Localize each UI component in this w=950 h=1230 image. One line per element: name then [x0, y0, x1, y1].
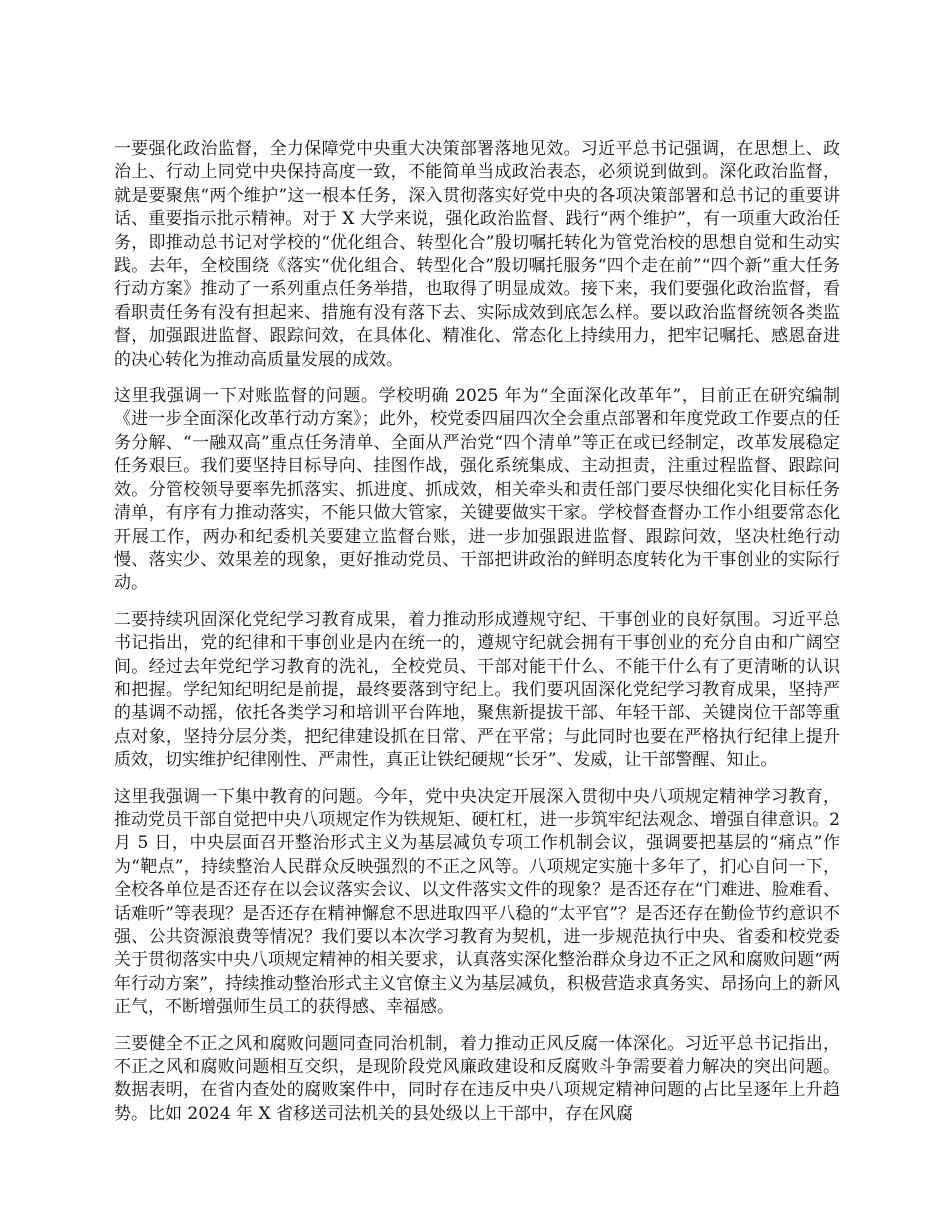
document-body: [114, 138, 840, 1139]
paragraph-reconciliation-supervision: 这里我强调一下对账监督的问题。学校明确 2025 年为“全面深化改革年”，目前正在研究编制《进一步全面深化改革行动方案》；此外，校党委四届四次全会重点部署和年度党政工作要点的任务分解、“一融双高”重点任务清单、全面从严治党“四个清单”等正在或已经制定，改革发展稳定任务艰巨。我们要坚持目标导向、挂图作战，强化系统集成、主动担责，注重过程监督、跟踪问效。分管校领导要率先抓落实、抓进度、抓成效，相关牵头和责任部门要尽快细化实化目标任务清单，有序有力推动落实，不能只做大管家，关键要做实干家。学校督查督办工作小组要常态化开展工作，两办和纪委机关要建立监督台账，进一步加强跟进监督、跟踪问效，坚决杜绝行动慢、落实少、效果差的现象，更好推动党员、干部把讲政治的鲜明态度转化为干事创业的实际行动。: [114, 386, 840, 594]
paragraph-political-supervision: 一要强化政治监督，全力保障党中央重大决策部署落地见效。习近平总书记强调，在思想上、政治上、行动上同党中央保持高度一致，不能简单当成政治表态，必须说到做到。深化政治监督，就是要聚焦“两个维护”这一根本任务，深入贯彻落实好党中央的各项决策部署和总书记的重要讲话、重要指示批示精神。对于 X 大学来说，强化政治监督、践行“两个维护”，有一项重大政治任务，即推动总书记对学校的“优化组合、转型化合”殷切嘱托转化为管党治校的思想自觉和生动实践。去年，全校围绕《落实“优化组合、转型化合”殷切嘱托服务“四个走在前”“四个新”重大任务行动方案》推动了一系列重点任务举措，也取得了明显成效。接下来，我们要强化政治监督，看看职责任务有没有担起来、措施有没有落下去、实际成效到底怎么样。要以政治监督统领各类监督，加强跟进监督、跟踪问效，在具体化、精准化、常态化上持续用力，把牢记嘱托、感恩奋进的决心转化为推动高质量发展的成效。: [114, 139, 840, 370]
paragraph-centralized-education: 这里我强调一下集中教育的问题。今年，党中央决定开展深入贯彻中央八项规定精神学习教育，推动党员干部自觉把中央八项规定作为铁规矩、硬杠杠，进一步筑牢纪法观念、增强自律意识。2 月 5 日，中央层面召开整治形式主义为基层减负专项工作机制会议，强调要把基层的“痛点”作为“靶点”，持续整治人民群众反映强烈的不正之风等。八项规定实施十多年了，扪心自问一下，全校各单位是否还存在以会议落实会议、以文件落实文件的现象？是否还存在“门难进、脸难看、话难听”等表现？是否还存在精神懈怠不思进取四平八稳的“太平官”？是否还存在勤俭节约意识不强、公共资源浪费等情况？我们要以本次学习教育为契机，进一步规范执行中央、省委和校党委关于贯彻落实中央八项规定精神的相关要求，认真落实深化整治群众身边不正之风和腐败问题“两年行动方案”，持续推动整治形式主义官僚主义为基层减负，积极营造求真务实、昂扬向上的新风正气，不断增强师生员工的获得感、幸福感。: [114, 786, 840, 1018]
paragraph-anti-corruption-mechanism: 三要健全不正之风和腐败问题同查同治机制，着力推动正风反腐一体深化。习近平总书记指出，不正之风和腐败问题相互交织，是现阶段党风廉政建设和反腐败斗争需要着力解决的突出问题。数据表明，在省内查处的腐败案件中，同时存在违反中央八项规定精神问题的占比呈逐年上升趋势。比如 2024 年 X 省移送司法机关的县处级以上干部中，存在风腐: [114, 1033, 840, 1124]
paragraph-party-discipline-education: 二要持续巩固深化党纪学习教育成果，着力推动形成遵规守纪、干事创业的良好氛围。习近平总书记指出，党的纪律和干事创业是内在统一的，遵规守纪就会拥有干事创业的充分自由和广阔空间。经过去年党纪学习教育的洗礼，全校党员、干部对能干什么、不能干什么有了更清晰的认识和把握。学纪知纪明纪是前提，最终要落到守纪上。我们要巩固深化党纪学习教育成果，坚持严的基调不动摇，依托各类学习和培训平台阵地，聚焦新提拔干部、年轻干部、关键岗位干部等重点对象，坚持分层分类，把纪律建设抓在日常、严在平常；与此同时也要在严格执行纪律上提升质效，切实维护纪律刚性、严肃性，真正让铁纪硬规“长牙”、发威，让干部警醒、知止。: [114, 609, 840, 771]
